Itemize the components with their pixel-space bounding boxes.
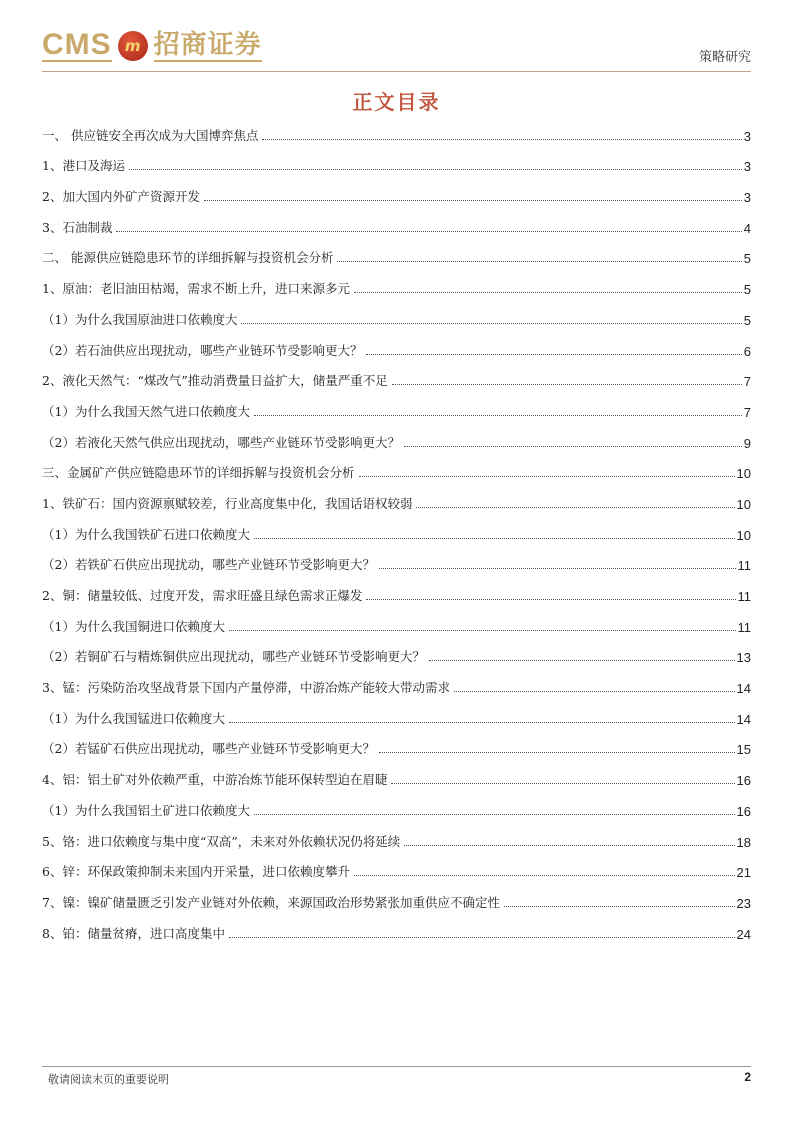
toc-entry-title: 1、港口及海运 (42, 158, 125, 174)
dot-leader (254, 814, 735, 815)
table-of-contents (42, 113, 751, 942)
footer-note: 敬请阅读末页的重要说明 (48, 1073, 169, 1086)
toc-entry[interactable] (42, 635, 751, 666)
dot-leader (404, 446, 742, 447)
toc-entry-page: 11 (737, 589, 751, 604)
dot-leader (354, 292, 742, 293)
toc-entry[interactable] (42, 205, 751, 236)
dot-leader (204, 200, 742, 201)
toc-entry-page: 14 (736, 681, 751, 697)
toc-entry-page: 4 (743, 220, 751, 236)
dot-leader (504, 906, 735, 907)
toc-entry-page: 5 (743, 282, 751, 298)
toc-entry-title: （2）若液化天然气供应出现扰动，哪些产业链环节受影响更大？ (42, 434, 400, 450)
toc-entry-title: 7、镍：镍矿储量匮乏引发产业链对外依赖，来源国政治形势紧张加重供应不确定性 (42, 894, 500, 910)
toc-entry[interactable] (42, 573, 751, 604)
dot-leader (366, 599, 735, 600)
toc-entry[interactable] (42, 481, 751, 512)
toc-entry-page: 7 (743, 374, 751, 390)
dot-leader (416, 507, 734, 508)
dot-leader (392, 384, 742, 385)
toc-entry-page: 10 (736, 466, 751, 482)
toc-entry[interactable] (42, 604, 751, 635)
dot-leader (366, 354, 741, 355)
toc-entry-page: 24 (736, 926, 751, 942)
toc-entry-page: 11 (737, 619, 751, 635)
toc-entry-page: 3 (743, 128, 751, 144)
toc-entry[interactable] (42, 174, 751, 205)
dot-leader (354, 875, 735, 876)
dot-leader (454, 691, 735, 692)
footer-divider (42, 1066, 751, 1067)
dot-leader (229, 630, 736, 631)
dot-leader (254, 538, 735, 539)
toc-entry[interactable] (42, 850, 751, 881)
toc-entry-page: 5 (743, 251, 751, 267)
toc-entry-page: 21 (736, 865, 751, 881)
toc-entry[interactable] (42, 665, 751, 696)
toc-entry[interactable] (42, 266, 751, 297)
dot-leader (359, 476, 735, 477)
toc-entry-title: （2）若锰矿石供应出现扰动，哪些产业链环节受影响更大？ (42, 741, 375, 757)
toc-entry-title: （1）为什么我国锰进口依赖度大 (42, 710, 225, 726)
toc-entry-title: 5、铬：进口依赖度与集中度“双高”，未来对外依赖状况仍将延续 (42, 833, 401, 849)
dot-leader (337, 261, 741, 262)
toc-entry-title: （1）为什么我国原油进口依赖度大 (42, 311, 238, 327)
page-number: 2 (744, 1070, 751, 1084)
page-title: 正文目录 (352, 90, 441, 114)
toc-entry-title: 3、锰：污染防治攻坚战背景下国内产量停滞，中游冶炼产能较大带动需求 (42, 680, 450, 696)
dot-leader (404, 845, 734, 846)
toc-entry-page: 13 (736, 650, 751, 666)
toc-entry-page: 5 (743, 312, 751, 328)
dot-leader (379, 568, 736, 569)
dot-leader (254, 415, 742, 416)
header-divider (42, 71, 751, 72)
toc-entry[interactable] (42, 911, 751, 942)
toc-entry-page: 18 (736, 834, 751, 850)
toc-entry-title: （1）为什么我国天然气进口依赖度大 (42, 403, 250, 419)
company-logo (42, 28, 262, 64)
toc-entry[interactable] (42, 420, 751, 451)
toc-entry-title: （2）若铁矿石供应出现扰动，哪些产业链环节受影响更大？ (42, 557, 375, 573)
toc-entry-page: 10 (736, 496, 751, 512)
toc-entry[interactable] (42, 113, 751, 144)
toc-entry[interactable] (42, 328, 751, 359)
toc-entry-title: （1）为什么我国铁矿石进口依赖度大 (42, 526, 250, 542)
logo-badge-icon: m (118, 31, 148, 61)
dot-leader (429, 660, 735, 661)
toc-entry[interactable] (42, 451, 751, 482)
toc-entry-title: 2、铜：储量较低、过度开发，需求旺盛且绿色需求正爆发 (42, 588, 363, 603)
toc-entry-title: 2、加大国内外矿产资源开发 (42, 189, 200, 205)
toc-entry-page: 15 (736, 742, 751, 758)
dot-leader (391, 783, 734, 784)
dot-leader (229, 937, 735, 938)
dot-leader (241, 323, 741, 324)
toc-entry-title: （2）若石油供应出现扰动，哪些产业链环节受影响更大？ (42, 342, 363, 358)
toc-entry-title: 4、铝：铝土矿对外依赖严重，中游冶炼节能环保转型迫在眉睫 (42, 772, 388, 788)
dot-leader (379, 752, 735, 753)
toc-entry-page: 10 (736, 527, 751, 543)
logo-chinese: 招商证券 (153, 30, 262, 60)
toc-entry[interactable] (42, 788, 751, 819)
dot-leader (116, 231, 741, 232)
toc-entry[interactable] (42, 543, 751, 574)
toc-entry-title: 1、原油：老旧油田枯竭，需求不断上升，进口来源多元 (42, 281, 350, 297)
dot-leader (262, 139, 741, 140)
toc-entry-title: （1）为什么我国铝土矿进口依赖度大 (42, 802, 250, 818)
toc-entry-title: 二、 能源供应链隐患环节的详细拆解与投资机会分析 (42, 250, 334, 266)
toc-entry[interactable] (42, 389, 751, 420)
toc-entry-page: 16 (736, 803, 751, 819)
dot-leader (229, 722, 735, 723)
toc-entry[interactable] (42, 297, 751, 328)
department-label: 策略研究 (698, 50, 751, 65)
toc-entry-page: 6 (743, 343, 751, 359)
toc-entry[interactable] (42, 880, 751, 911)
toc-entry[interactable] (42, 727, 751, 758)
toc-entry-title: （2）若铜矿石与精炼铜供应出现扰动，哪些产业链环节受影响更大？ (42, 649, 425, 665)
toc-entry[interactable] (42, 359, 751, 390)
toc-entry-page: 23 (736, 895, 751, 911)
toc-entry-page: 11 (737, 558, 751, 574)
toc-entry[interactable] (42, 236, 751, 267)
toc-entry[interactable] (42, 819, 751, 850)
toc-entry[interactable] (42, 144, 751, 175)
toc-entry-title: 一、 供应链安全再次成为大国博弈焦点 (42, 127, 259, 143)
toc-entry-title: 8、铂：储量贫瘠，进口高度集中 (42, 925, 225, 941)
toc-entry[interactable] (42, 696, 751, 727)
toc-entry-title: 三、金属矿产供应链隐患环节的详细拆解与投资机会分析 (42, 465, 355, 481)
dot-leader (129, 169, 742, 170)
toc-entry[interactable] (42, 512, 751, 543)
toc-entry-page: 16 (736, 773, 751, 789)
toc-entry-title: 3、石油制裁 (42, 219, 113, 235)
toc-entry-page: 7 (743, 404, 751, 420)
toc-entry[interactable] (42, 757, 751, 788)
toc-entry-page: 9 (743, 435, 751, 451)
toc-entry-page: 14 (736, 711, 751, 727)
toc-entry-title: （1）为什么我国铜进口依赖度大 (42, 618, 225, 634)
toc-entry-title: 6、锌：环保政策抑制未来国内开采量，进口依赖度攀升 (42, 864, 350, 880)
toc-entry-page: 3 (743, 190, 751, 206)
logo-latin: CMS (42, 28, 112, 61)
toc-entry-title: 1、铁矿石：国内资源禀赋较差，行业高度集中化，我国话语权较弱 (42, 495, 413, 511)
toc-entry-title: 2、液化天然气：“煤改气”推动消费量日益扩大，储量严重不足 (42, 373, 388, 389)
toc-entry-page: 3 (743, 159, 751, 175)
